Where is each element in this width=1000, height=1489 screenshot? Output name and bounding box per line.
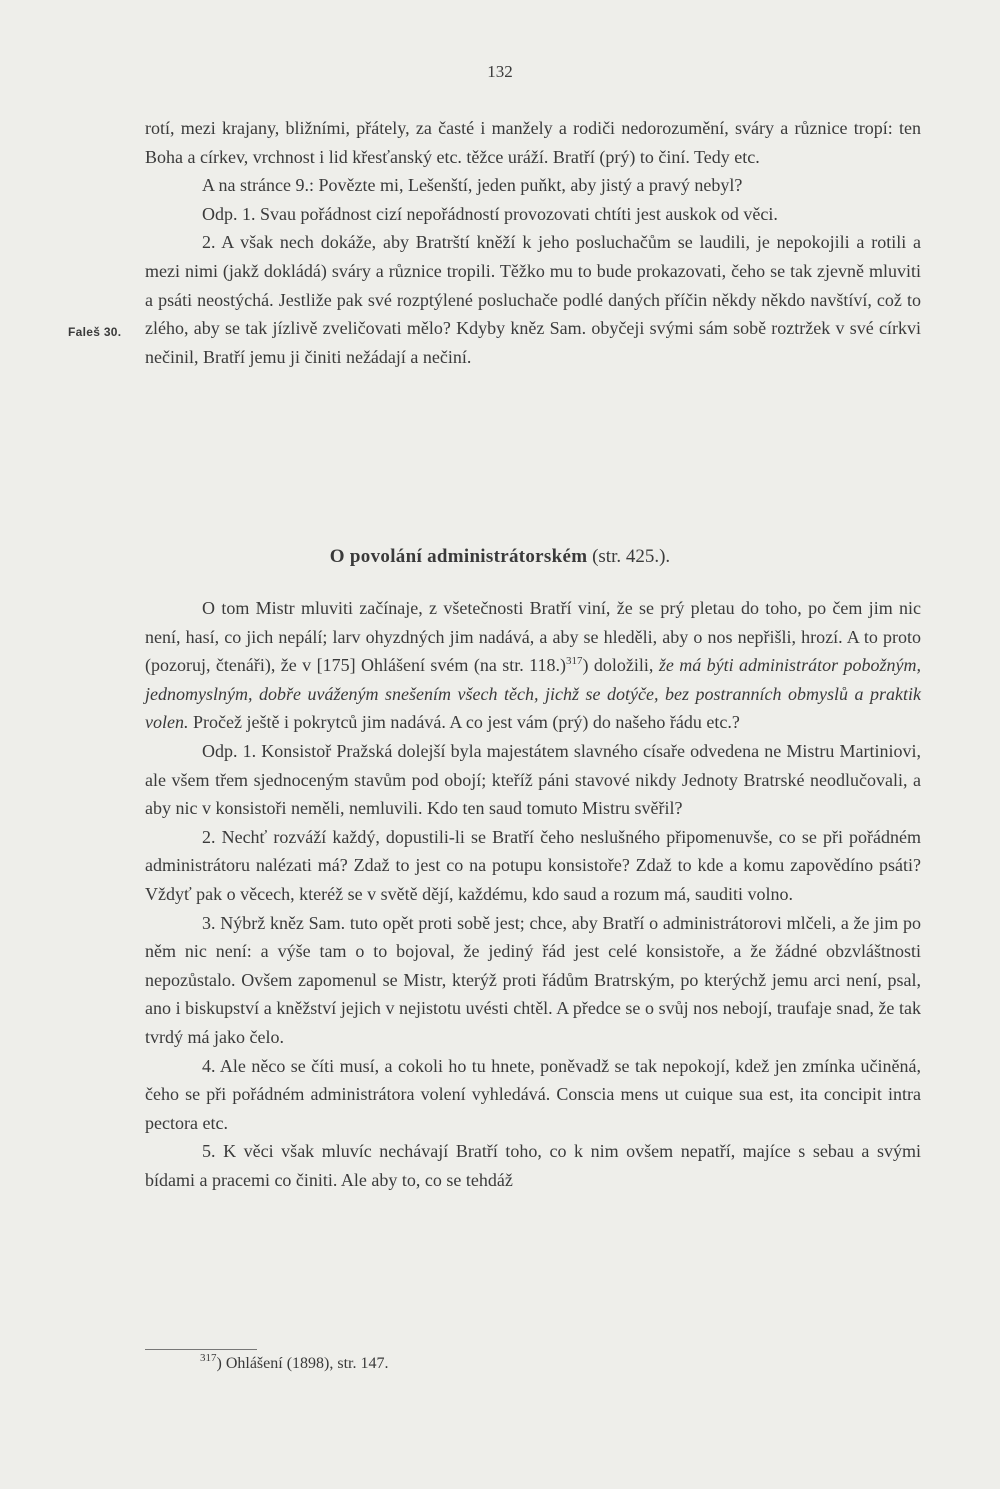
paragraph: rotí, mezi krajany, bližními, přátely, za časté i manžely a rodiči nedorozumění, sváry a různice tropí: ten Boha a církev, vrchnost i lid křesťanský etc. těžce uráží. Bratří (prý) to činí. Tedy etc. [145,118,921,167]
section-heading [0,546,1000,568]
text-run: O tom Mistr mluviti začínaje, z všetečnosti Bratří viní, že se prý pletau do toho, po čem jim nic není, hasí, co jich nepálí; larv ohyzdných jim nadává, a aby se hleděli, aby o nos nepřišli, hrozí. A to proto (pozoruj, čtenáři), že v [175] Ohlášení svém (na str. 118.) [145,598,921,676]
paragraph: 5. K věci však mluvíc nechávají Bratří toho, co k nim ovšem nepatří, majíce s sebau a svými bídami a pracemi co činiti. Ale aby to, co se tehdáž [145,1141,921,1190]
footnote-mark: 317 [200,1352,217,1364]
paragraph: 2. A však nech dokáže, aby Bratrští kněží k jeho posluchačům se laudili, je nepokojili a rotili a mezi nimi (jakž dokládá) sváry a různice tropili. Těžko mu to bude prokazovati, čeho se tak zjevně mluviti a psáti neostýchá. Jestliže pak své rozptýlené posluchače podlé daných příčin někdy někdo navštíví, což to zlého, aby se tak jízlivě zveličovati mělo? Kdyby kněz Sam. obyčeji svými sám sobě roztržek v své církvi nečinil, Bratří jemu ji činiti nežádají a nečiní. [145,232,921,367]
paragraph: 4. Ale něco se číti musí, a cokoli ho tu hnete, poněvadž se tak nepokojí, kdež jen zmínka učiněná, čeho se při pořádném administrátora volení vyhledává. Conscia mens ut cuique sua est, ita concipit intra pectora etc. [145,1055,921,1133]
section-page-ref: (str. 425.). [592,546,671,567]
footnote-text: ) Ohlášení (1898), str. 147. [216,1355,389,1372]
text-run: ) doložili, [582,655,659,676]
paragraph: A na stránce 9.: Povězte mi, Lešenští, jeden puňkt, aby jistý a pravý nebyl? [202,175,743,196]
italic-quote: že má býti administrátor pobožným, jednomyslným, dobře uváženým snešením všech těch, jichž se dotýče, bez postranních obmyslů a praktik volen. [145,655,921,733]
paragraph: Odp. 1. Svau pořádnost cizí nepořádností provozovati chtíti jest auskok od věci. [202,203,778,224]
margin-note: Faleš 30. [68,325,122,339]
footnote-ref: 317 [565,655,583,668]
paragraph: 2. Nechť rozváží každý, dopustili-li se Bratří čeho neslušného připomenuvše, co se při pořádném administrátoru nalézati má? Zdaž to jest co na potupu konsistoře? Zdaž to kde a komu zapovědíno psáti? Vždyť pak o věcech, kteréž se v světě dějí, každému, kdo saud a rozum má, sauditi volno. [145,826,921,904]
section-title: O povolání administrátorském [329,546,588,567]
page-number: 132 [487,62,513,81]
paragraph: 3. Nýbrž kněz Sam. tuto opět proti sobě jest; chce, aby Bratří o administrátorovi mlčeli, a že jim po něm nic není: a výše tam o to bojoval, že jediný řád jest celé konsistoře, a že žádné obzvláštnosti nepozůstalo. Ovšem zapomenul se Mistr, kterýž proti řádům Bratrským, po kterýchž jemu arci není, psal, ano i biskupství a kněžství jejich v nejistotu uvésti chtěl. A předce se o svůj nos nebojí, traufaje snad, že tak tvrdý má jako čelo. [145,912,921,1047]
footnote-divider [145,1349,257,1350]
paragraph [145,594,921,737]
footnote [200,1352,389,1373]
paragraph: Odp. 1. Konsistoř Pražská dolejší byla majestátem slavného císaře odvedena ne Mistru Martiniovi, ale všem třem sjednoceným stavům pod obojí; kteříž páni stavové nikdy Jednoty Bratrské neodlučovali, a aby nic v konsistoři neměli, nemluvili. Kdo ten saud tomuto Mistru svěřil? [145,740,921,819]
lower-text-block [145,594,921,1194]
text-run: Pročež ještě i pokrytců jim nadává. A co jest vám (prý) do našeho řádu etc.? [188,712,740,733]
upper-text-block [145,114,921,371]
